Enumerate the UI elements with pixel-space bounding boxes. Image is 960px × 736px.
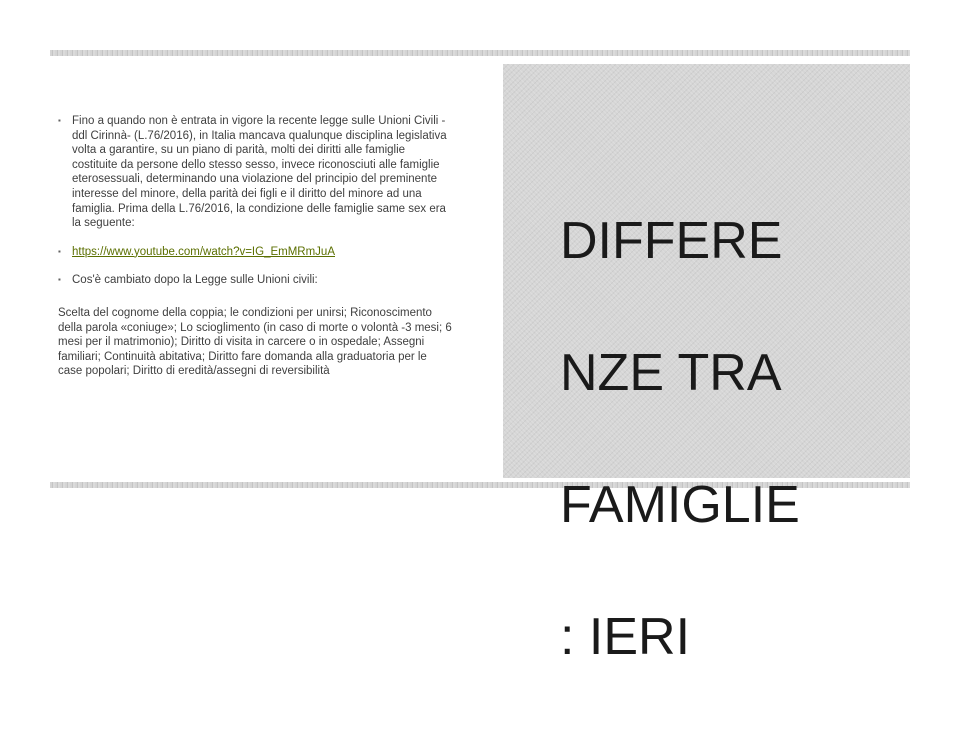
bullet-marker-icon: ▪ bbox=[58, 116, 61, 125]
bullet-item bbox=[58, 114, 453, 231]
bullet-marker-icon: ▪ bbox=[58, 246, 61, 256]
changes-paragraph: Scelta del cognome della coppia; le condizioni per unirsi; Riconoscimento della parola «coniuge»; Lo scioglimento (in caso di morte o volontà -3 mesi; 6 mesi per il matrimonio); Diritto di visita in carcere o in ospedale; Assegni familiari; Continuità abitativa; Diritto fare domanda alla graduatoria per le case popolari; Diritto di eredità/assegni di reversibilità bbox=[58, 306, 452, 378]
slide-body bbox=[58, 114, 453, 379]
bullet-item bbox=[58, 273, 453, 288]
bullet-marker-icon: ▪ bbox=[58, 275, 61, 285]
title-line: : IERI bbox=[560, 608, 691, 666]
title-line: DIFFERE bbox=[560, 212, 783, 270]
top-divider bbox=[50, 50, 910, 56]
bullet-item bbox=[58, 245, 453, 260]
bullet-text: Fino a quando non è entrata in vigore la recente legge sulle Unioni Civili -ddl Cirinnà- (L.76/2016), in Italia mancava qualunque disciplina legislativa volta a garantire, su un piano di parità, molti dei diritti alle famiglie costituite da persone dello stesso sesso, invece riconosciuti alle famiglie eterosessuali, determinando una violazione del principio del preminente interesse del minore, della parità dei figli e il diritto del minore ad una famiglia. Prima della L.76/2016, la condizione delle famiglie same sex era la seguente: bbox=[72, 115, 447, 230]
slide-title bbox=[560, 142, 860, 736]
youtube-link[interactable]: https://www.youtube.com/watch?v=IG_EmMRmJuA bbox=[72, 245, 336, 258]
title-line: NZE TRA bbox=[560, 344, 782, 402]
title-line: FAMIGLIE bbox=[560, 476, 800, 534]
bullet-text: Cos'è cambiato dopo la Legge sulle Unioni civili: bbox=[72, 274, 318, 287]
